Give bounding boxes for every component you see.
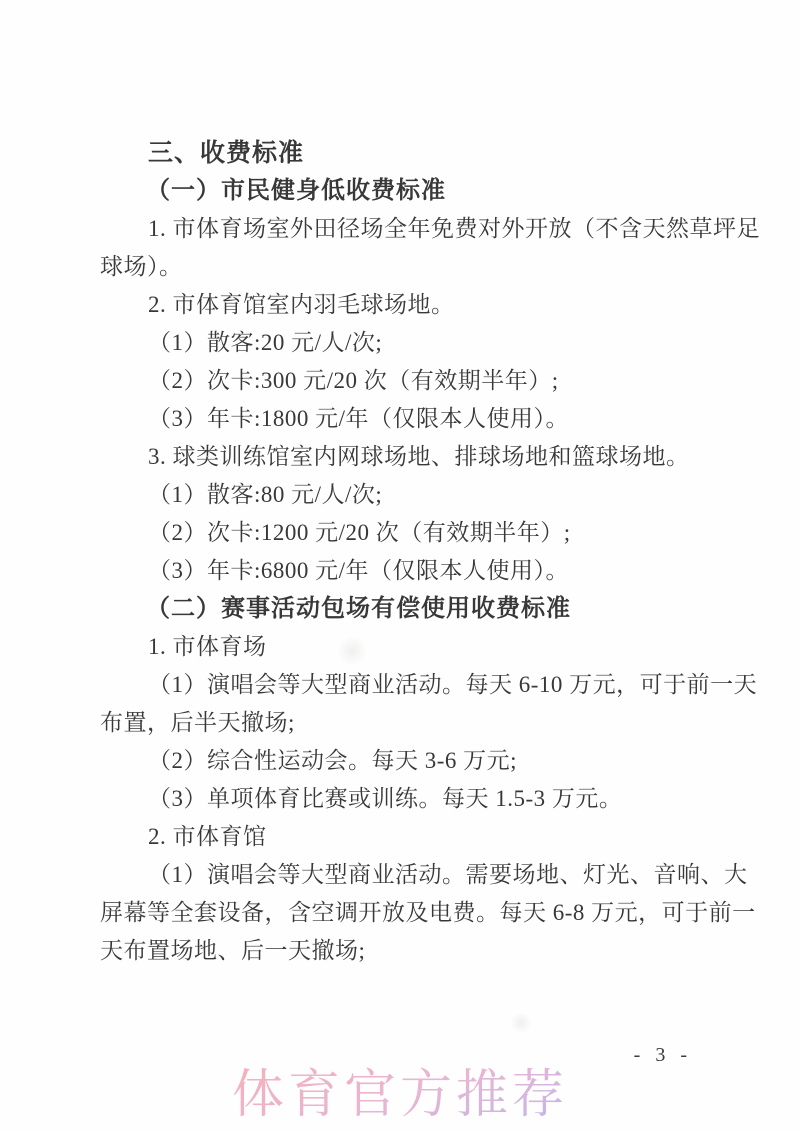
body-line: （3）年卡:1800 元/年（仅限本人使用）。 [148, 406, 570, 431]
body-line: （2）次卡:300 元/20 次（有效期半年）; [148, 368, 559, 393]
watermark-text: 体育官方推荐 [232, 1052, 568, 1127]
body-line: （2）次卡:1200 元/20 次（有效期半年）; [148, 520, 571, 545]
body-line: 2. 市体育馆室内羽毛球场地。 [148, 292, 455, 317]
body-line: （1）演唱会等大型商业活动。需要场地、灯光、音响、大 [148, 862, 748, 887]
body-line: 天布置场地、后一天撤场; [100, 938, 366, 963]
body-line: （3）年卡:6800 元/年（仅限本人使用）。 [148, 558, 570, 583]
subsection-1-heading: （一）市民健身低收费标准 [146, 178, 446, 204]
body-line: 1. 市体育场 [148, 634, 267, 659]
subsection-2-heading: （二）赛事活动包场有偿使用收费标准 [146, 596, 571, 622]
body-line: （3）单项体育比赛或训练。每天 1.5-3 万元。 [148, 786, 623, 811]
body-line: 屏幕等全套设备，含空调开放及电费。每天 6-8 万元，可于前一 [100, 900, 756, 925]
page-number: - 3 - [633, 1044, 692, 1066]
body-line: 3. 球类训练馆室内网球场地、排球场地和篮球场地。 [148, 444, 690, 469]
body-line: （1）散客:80 元/人/次; [148, 482, 383, 507]
body-line: 2. 市体育馆 [148, 824, 267, 849]
body-line: （2）综合性运动会。每天 3-6 万元; [148, 748, 518, 773]
body-line: 球场）。 [100, 254, 183, 279]
body-line: 1. 市体育场室外田径场全年免费对外开放（不含天然草坪足 [148, 216, 760, 241]
scan-smudge [335, 638, 369, 664]
scan-smudge [508, 1014, 534, 1032]
body-line: （1）散客:20 元/人/次; [148, 330, 383, 355]
body-line: 布置，后半天撤场; [100, 710, 295, 735]
section-heading: 三、收费标准 [148, 139, 305, 167]
body-line: （1）演唱会等大型商业活动。每天 6-10 万元，可于前一天 [148, 672, 758, 697]
document-body [100, 134, 760, 970]
